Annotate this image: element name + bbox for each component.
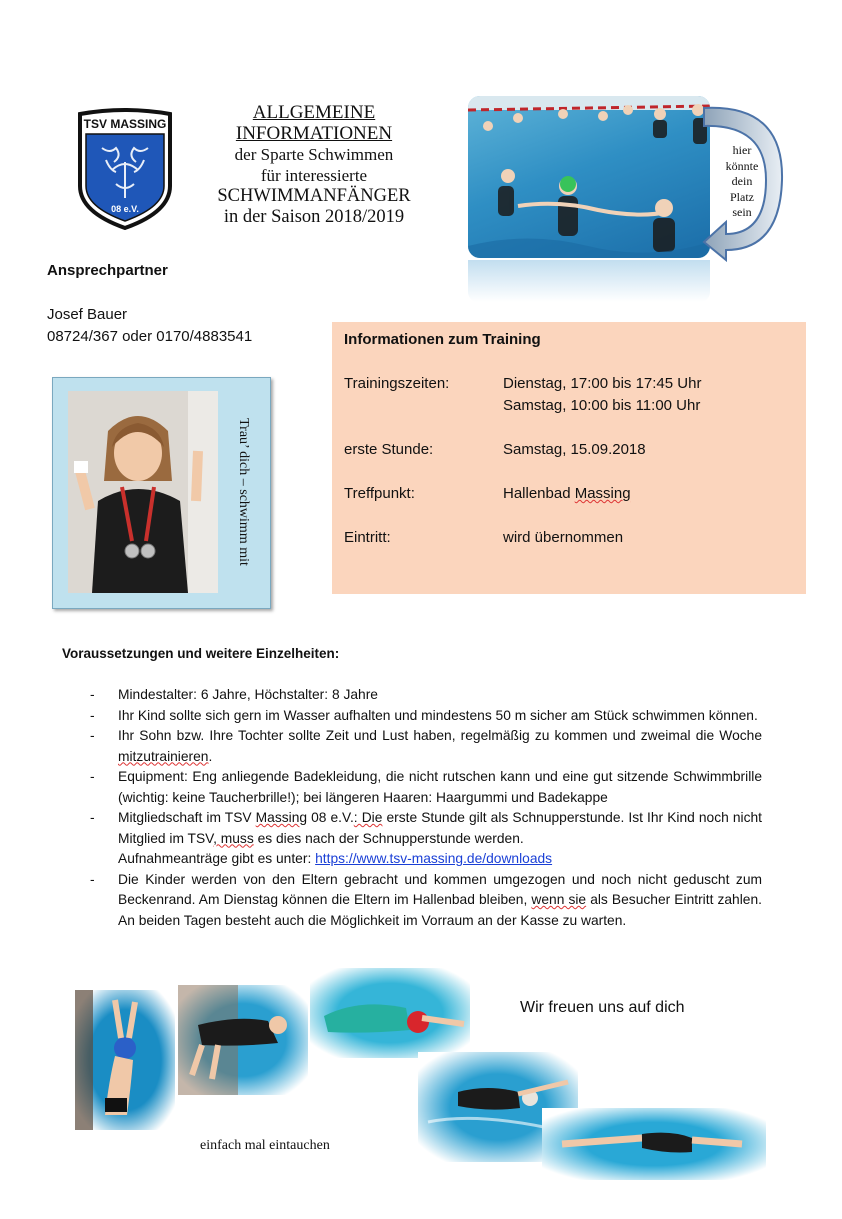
photo-callout-text xyxy=(718,143,766,221)
list-item-text: Die Kinder werden von den Eltern gebracht und kommen umgezogen und noch nicht geduscht zum Beckenrand. Am Dienstag können die Eltern im Hallenbad bleiben, xyxy=(118,871,762,907)
first-lesson-value: Samstag, 15.09.2018 xyxy=(503,441,646,458)
swimmer-photo xyxy=(75,990,175,1130)
list-item-text: als Besucher Eintritt zahlen. An beiden Tagen besteht auch die Möglichkeit im Vorraum an der Kasse zu warten. xyxy=(118,892,762,928)
title-line: SCHWIMMANFÄNGER xyxy=(217,186,411,206)
callout-line: könnte xyxy=(725,158,759,173)
list-item-text: Massing xyxy=(255,810,308,825)
list-item-text: Aufnahmeanträge gibt es unter: xyxy=(118,851,316,866)
list-item-text: Mitgliedschaft im TSV xyxy=(118,810,256,825)
pool-photo-reflection xyxy=(468,260,710,302)
list-item-text: . xyxy=(208,748,213,764)
entry-label: Eintritt: xyxy=(344,529,391,546)
title-line: ALLGEMEINE xyxy=(252,102,376,123)
first-lesson-label: erste Stunde: xyxy=(344,441,434,458)
list-item xyxy=(90,726,762,767)
svg-text:TSV MASSING: TSV MASSING xyxy=(83,117,167,131)
list-item-text: Ihr Kind sollte sich gern im Wasser aufhalten und mindestens 50 m sicher am Stück schwimmen können. xyxy=(118,707,758,723)
svg-text:08 e.V.: 08 e.V. xyxy=(111,204,139,214)
list-item-text: : Die xyxy=(353,810,383,825)
meeting-point-town: Massing xyxy=(574,485,631,502)
training-times-value: Samstag, 10:00 bis 11:00 Uhr xyxy=(503,397,701,414)
meeting-point-label: Treffpunkt: xyxy=(344,485,415,502)
title-line: in der Saison 2018/2019 xyxy=(223,207,405,227)
training-times-label: Trainingszeiten: xyxy=(344,375,450,392)
entry-value: wird übernommen xyxy=(503,529,624,546)
contact-heading: Ansprechpartner xyxy=(47,262,168,279)
callout-line: Platz xyxy=(730,189,754,204)
page-title xyxy=(196,102,432,228)
swimmer-photo xyxy=(178,985,308,1095)
list-item-text: erste Stunde gilt als Schnupperstunde. Ist Ihr Kind noch nicht Mitglied im TSV xyxy=(118,810,763,846)
list-item-text: es dies nach der Schnupperstunde werden. xyxy=(253,830,524,846)
list-item-text: mitzutrainieren xyxy=(118,748,209,764)
list-item xyxy=(90,767,762,808)
slogan-text: Trau’ dich – schwimm mit xyxy=(236,418,251,566)
meeting-point-text: Hallenbad xyxy=(503,485,575,502)
title-line: INFORMATIONEN xyxy=(235,123,393,144)
title-line: für interessierte xyxy=(260,166,368,185)
swimmer-photo xyxy=(310,968,470,1058)
list-item-text: Equipment: Eng anliegende Badekleidung, die nicht rutschen kann und eine gut sitzende Schwimmbrille (wichtig: keine Taucherbrille!); bei längeren Haaren: Haargummi und Badekappe xyxy=(118,769,762,805)
requirements-heading: Voraussetzungen und weitere Einzelheiten: xyxy=(62,646,340,661)
contact-name: Josef Bauer xyxy=(47,306,128,323)
pool-photo xyxy=(468,96,710,258)
contact-phone: 08724/367 oder 0170/4883541 xyxy=(47,328,253,345)
title-line: der Sparte Schwimmen xyxy=(234,145,394,164)
list-item-text: Mindestalter: 6 Jahre, Höchstalter: 8 Jahre xyxy=(118,687,378,702)
callout-line: sein xyxy=(732,205,752,219)
meeting-point-value xyxy=(503,485,631,502)
swimmer-girl-photo xyxy=(68,391,218,593)
closing-text: Wir freuen uns auf dich xyxy=(520,999,685,1016)
requirements-list xyxy=(90,685,762,931)
training-info-box xyxy=(332,322,806,594)
list-item xyxy=(90,808,762,870)
list-item xyxy=(90,685,762,706)
list-item-text: Ihr Sohn bzw. Ihre Tochter sollte Zeit und Lust haben, regelmäßig zu kommen und zweimal die Woche xyxy=(118,728,762,743)
photo-caption: einfach mal eintauchen xyxy=(200,1138,330,1153)
training-heading: Informationen zum Training xyxy=(344,331,541,348)
list-item-text: , muss xyxy=(213,830,254,846)
list-item-text: wenn sie xyxy=(531,892,587,907)
slogan xyxy=(213,392,273,592)
downloads-link[interactable]: https://www.tsv-massing.de/downloads xyxy=(315,851,553,866)
callout-line: dein xyxy=(731,174,753,188)
training-times-value: Dienstag, 17:00 bis 17:45 Uhr xyxy=(503,375,702,392)
list-item xyxy=(90,706,762,727)
swimmer-photo xyxy=(542,1108,766,1180)
list-item-text: 08 e.V. xyxy=(307,810,354,825)
callout-line: hier xyxy=(732,143,752,157)
list-item xyxy=(90,870,762,932)
club-logo xyxy=(76,108,174,230)
